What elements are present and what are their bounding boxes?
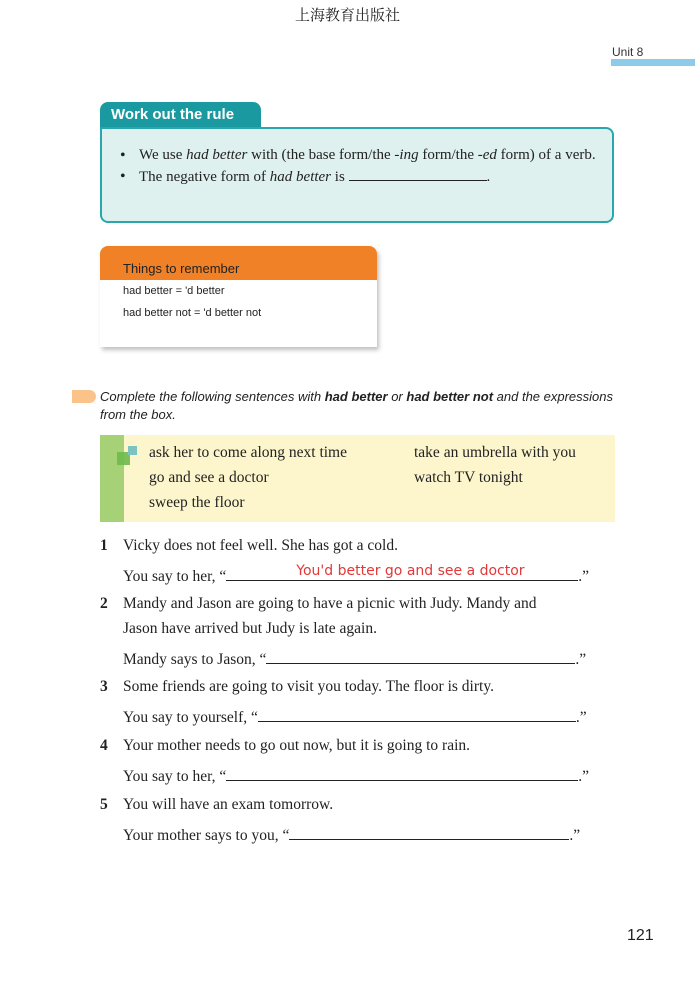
expression-item: go and see a doctor — [149, 469, 269, 486]
answer-blank[interactable] — [258, 704, 576, 722]
expression-box-stripe — [100, 435, 124, 522]
remember-line-2: had better not = 'd better not — [123, 307, 262, 319]
question-prompt: You say to yourself, “ .” — [123, 704, 587, 727]
rule-bullet-2: • The negative form of had better is . — [120, 166, 600, 188]
answer-blank[interactable] — [226, 563, 578, 581]
decor-square-icon — [128, 446, 137, 455]
question-prompt: You say to her, “ .” — [123, 763, 589, 786]
question-number: 1 — [100, 537, 108, 554]
remember-line-1: had better = 'd better — [123, 285, 225, 297]
question-prompt: Mandy says to Jason, “ .” — [123, 646, 586, 669]
question-number: 3 — [100, 678, 108, 695]
expression-item: watch TV tonight — [414, 469, 523, 486]
expression-item: ask her to come along next time — [149, 444, 347, 461]
answer-blank[interactable] — [266, 646, 575, 664]
question-text: Mandy and Jason are going to have a picnic with Judy. Mandy and — [123, 595, 537, 612]
question-text: Jason have arrived but Judy is late again. — [123, 620, 377, 637]
things-to-remember-title: Things to remember — [100, 246, 377, 280]
rule-bullet-1: • We use had better with (the base form/the -ing form/the -ed form) of a verb. — [120, 145, 600, 166]
unit-bar — [611, 59, 695, 66]
exercise-instructions: Complete the following sentences with had better or had better not and the expressions from the box. — [100, 389, 614, 422]
exercise-marker — [72, 390, 96, 403]
answer-example: You'd better go and see a doctor — [296, 563, 525, 579]
expression-box — [100, 435, 615, 522]
rule-box-title: Work out the rule — [100, 102, 261, 128]
question-prompt: You say to her, “ You'd better go and see a doctor .” — [123, 563, 590, 585]
question-number: 4 — [100, 737, 108, 754]
question-text: Some friends are going to visit you today. The floor is dirty. — [123, 678, 494, 695]
question-text: Vicky does not feel well. She has got a cold. — [123, 537, 398, 554]
page-number: 121 — [627, 927, 654, 944]
expression-item: sweep the floor — [149, 494, 245, 511]
question-text: Your mother needs to go out now, but it is going to rain. — [123, 737, 471, 754]
answer-blank[interactable] — [289, 822, 569, 840]
question-prompt: Your mother says to you, “ .” — [123, 822, 580, 845]
rule-blank[interactable] — [349, 166, 487, 181]
question-text: You will have an exam tomorrow. — [123, 796, 334, 813]
rule-box — [100, 127, 614, 223]
unit-label: Unit 8 — [612, 45, 644, 59]
expression-item: take an umbrella with you — [414, 444, 576, 461]
answer-blank[interactable] — [226, 763, 578, 781]
question-number: 2 — [100, 595, 108, 612]
question-number: 5 — [100, 796, 108, 813]
publisher-header: 上海教育出版社 — [294, 6, 400, 24]
things-to-remember-box — [100, 246, 377, 347]
